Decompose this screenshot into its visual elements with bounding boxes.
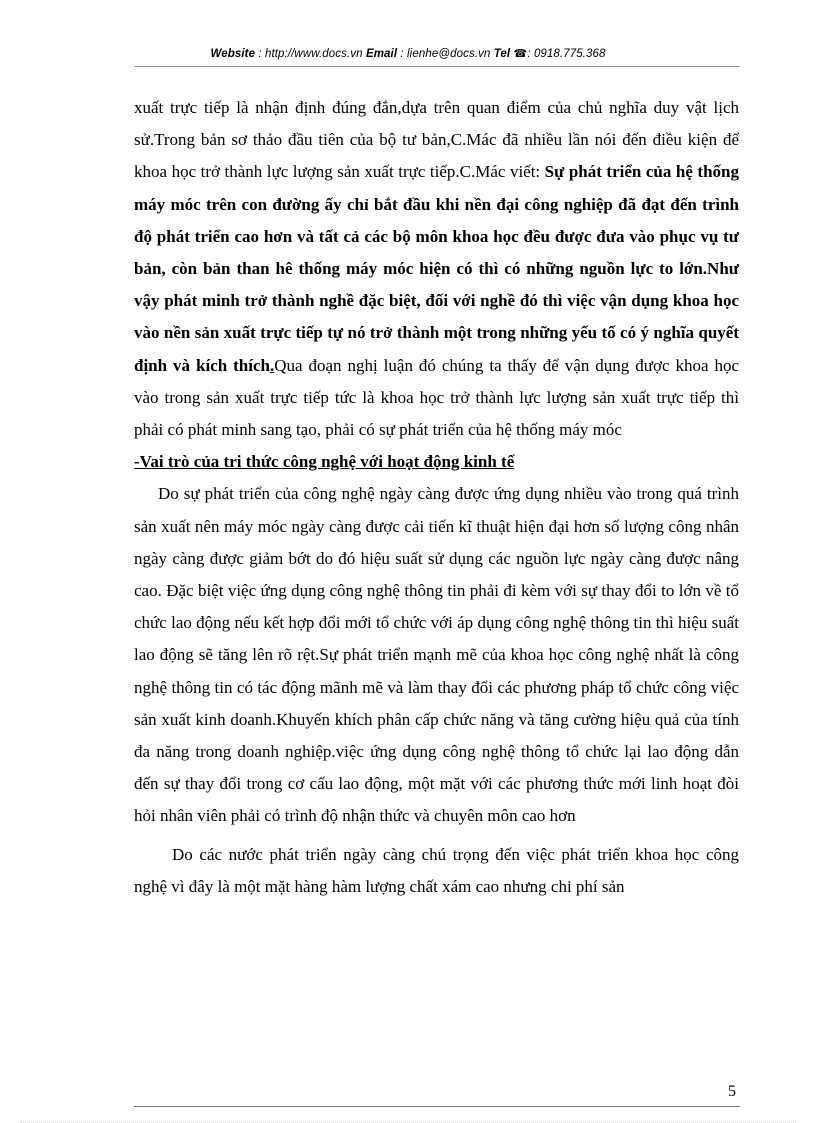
telephone-icon: ☎ bbox=[513, 48, 528, 60]
tel-sep: : bbox=[527, 48, 534, 60]
website-url[interactable]: http://www.docs.vn bbox=[264, 48, 363, 60]
quote-bold-text: Sự phát triển của hệ thống máy móc trên con đường ấy chỉ bắt đầu khi nền đại công nghiệp đã đạt đến trình độ phát triển cao hơn và tất cả các bộ môn khoa học đều được đưa vào phục vụ tư bản, còn bản than hê thống máy móc hiện có thì có những nguồn lực to lớn.Như vậy phát minh trở thành nghề đặc biệt, đối với nghề đó thì việc vận dụng khoa học vào nền sản xuất trực tiếp tự nó trở thành một trong những yếu tố có ý nghĩa quyết định và kích thích bbox=[134, 162, 739, 375]
document-body bbox=[134, 92, 739, 903]
paragraph-technology-role: Do sự phát triển của công nghệ ngày càng được ứng dụng nhiều vào trong quá trình sản xuất nên máy móc ngày càng được cải tiến kĩ thuật hiện đại hơn số lượng công nhân ngày càng được giảm bớt do đó hiệu suất sử dụng các nguồn lực ngày càng được nâng cao. Đặc biệt việc ứng dụng công nghệ thông tin phải đi kèm với sự thay đổi to lớn về tổ chức lao động nếu kết hợp đổi mới tổ chức với áp dụng công nghệ thông tin thì hiệu suất lao động sẽ tăng lên rõ rệt.Sự phát triển mạnh mẽ của khoa học công nghệ nhất là công nghệ thông tin có tác động mãnh mẽ và làm thay đổi các phương pháp tổ chức công việc sản xuất kinh doanh.Khuyến khích phân cấp chức năng và tăng cường hiệu quả của tính đa năng trong doanh nghiệp.việc ứng dụng công nghệ thông tổ chức lại lao động dẫn đến sự thay đổi trong cơ cấu lao động, một mặt với các phương thức mới linh hoạt đòi hỏi nhân viên phải có trình độ nhận thức và chuyên môn cao hơn bbox=[134, 484, 739, 826]
paragraph-quote bbox=[134, 92, 739, 446]
email-address[interactable]: lienhe@docs.vn bbox=[407, 48, 491, 60]
page-number: 5 bbox=[728, 1083, 736, 1100]
tel-label: Tel bbox=[493, 48, 511, 60]
tel-number: 0918.775.368 bbox=[533, 48, 606, 60]
quote-bold-period: . bbox=[269, 355, 275, 375]
paragraph-quote-tail: Qua đoạn nghị luận đó chúng ta thấy để vận dụng được khoa học vào trong sản xuất trực tiếp tức là khoa học trở thành lực lượng sản xuất trực tiếp thì phải có phát minh sang tạo, phải có sự phát triển của hệ thống máy móc bbox=[134, 355, 739, 440]
paragraph-developed-countries: Do các nước phát triển ngày càng chú trọng đến việc phát triển khoa học công nghệ vì đây là một mặt hàng hàm lượng chất xám cao nhưng chi phí sản bbox=[134, 844, 739, 896]
header-divider bbox=[134, 66, 740, 67]
email-sep: : bbox=[397, 48, 408, 60]
website-label: Website bbox=[210, 48, 256, 60]
paragraph-quote-intro: xuất trực tiếp là nhận định đúng đắn,dựa trên quan điểm của chủ nghĩa duy vật lịch sử.Trong bản sơ thảo đầu tiên của bộ tư bản,C.Mác đã nhiều lần nói đến điều kiện để khoa học trở thành lực lượng sản xuất trực tiếp.C.Mác viết: bbox=[134, 98, 739, 182]
email-label: Email bbox=[365, 48, 398, 60]
section-heading: -Vai trò của tri thức công nghệ với hoạt động kinh tế bbox=[134, 452, 515, 472]
page-header bbox=[0, 47, 816, 60]
footer-divider bbox=[134, 1106, 740, 1107]
website-sep: : bbox=[255, 48, 265, 60]
